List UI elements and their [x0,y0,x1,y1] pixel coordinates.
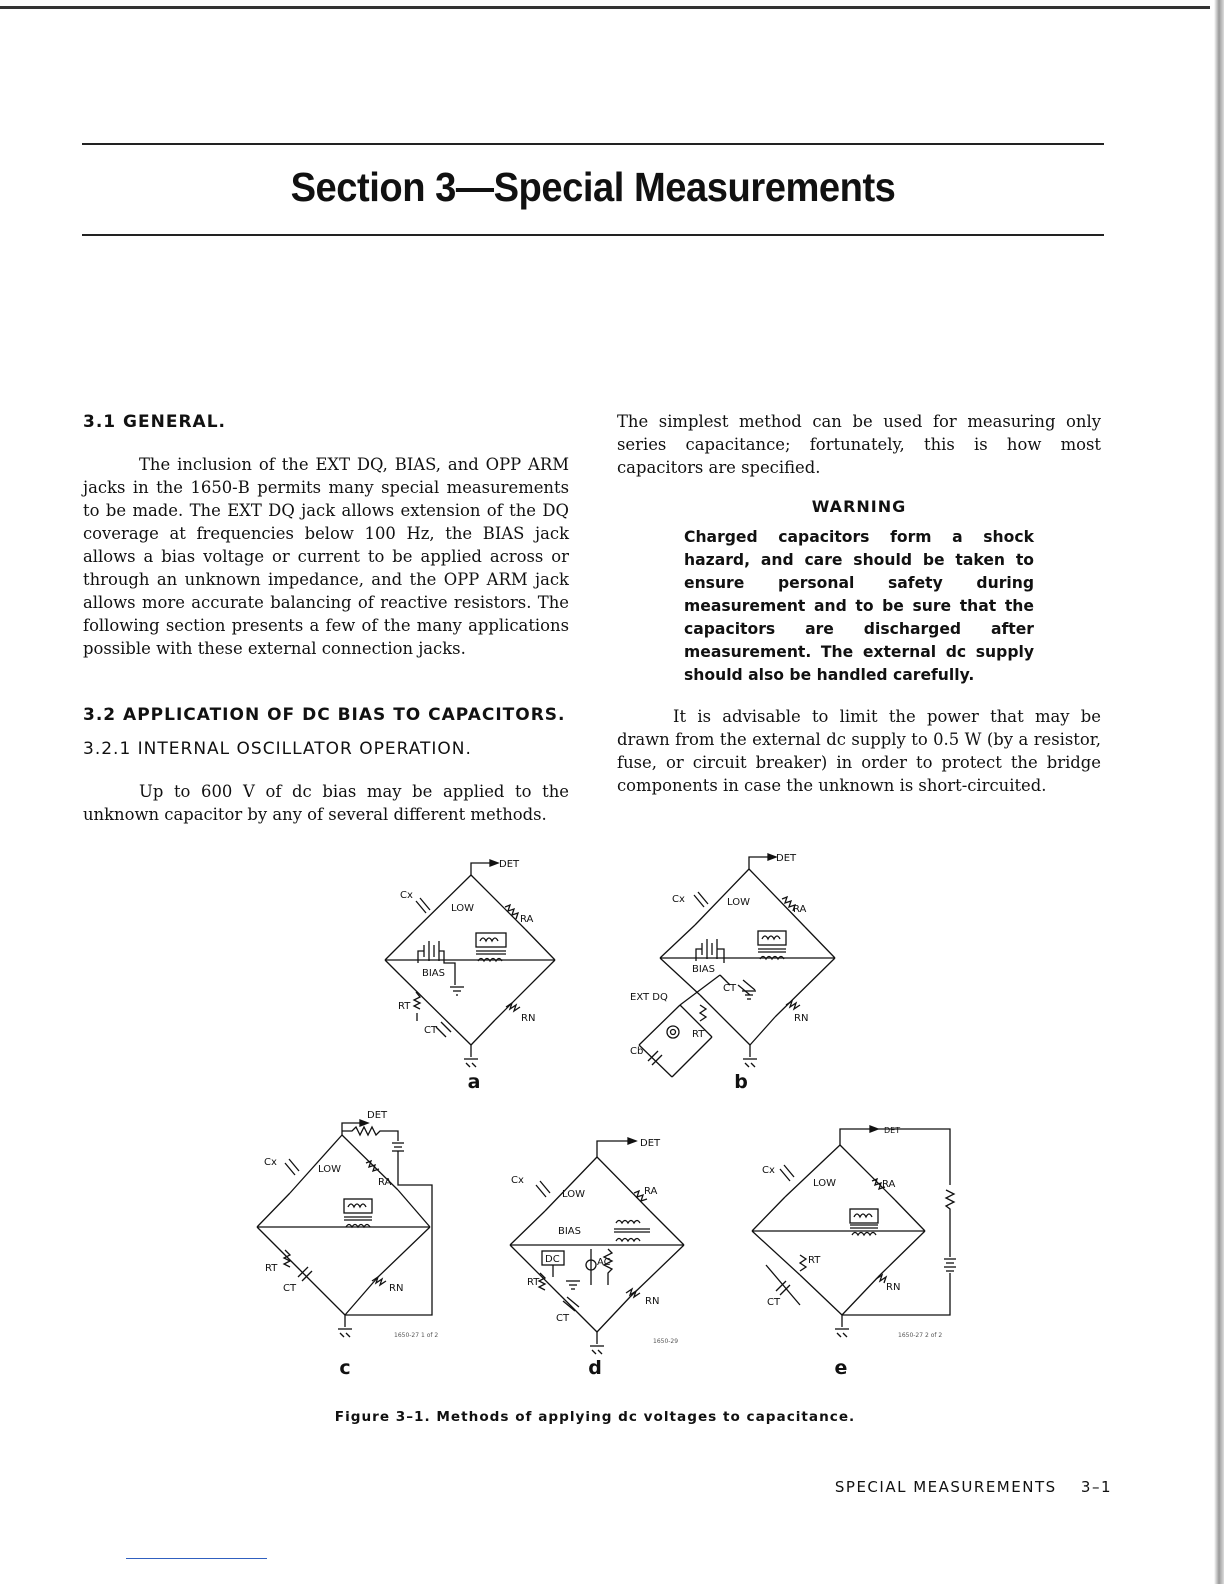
figure-code-e: 1650-27 2 of 2 [898,1332,943,1339]
paragraph-simplest: The simplest method can be used for measuring only series capacitance; fortunately, this is how most capacitors are specified. [617,412,1101,477]
label-bias-d: BIAS [558,1226,581,1237]
label-cx-a: Cx [400,890,413,901]
label-ac-d: AC [597,1257,611,1268]
label-low-d: LOW [562,1189,585,1200]
label-ra-e: RA [882,1179,896,1190]
label-low-c: LOW [318,1164,341,1175]
label-bias-b: BIAS [692,964,715,975]
label-ct-e: CT [767,1297,781,1308]
title-rule-bottom [82,234,1104,236]
heading-internal-oscillator: 3.2.1 INTERNAL OSCILLATOR OPERATION. [83,739,472,759]
circuit-b [639,854,835,1077]
label-low-e: LOW [813,1178,836,1189]
title-rule-top [82,143,1104,145]
bottom-link-line [126,1558,267,1559]
label-det-a: DET [499,859,520,870]
label-rt-e: RT [808,1255,821,1266]
heading-dc-bias: 3.2 APPLICATION OF DC BIAS TO CAPACITORS. [83,705,566,725]
figure-caption: Figure 3–1. Methods of applying dc voltages to capacitance. [334,1409,856,1425]
right-column [617,410,1101,797]
label-ct-a: CT [424,1025,438,1036]
warning-title: WARNING [811,497,907,516]
label-rt-d: RT [527,1277,540,1288]
label-rn-d: RN [645,1296,660,1307]
page-number: 3–1 [1080,1478,1112,1496]
panel-letter-a: a [467,1071,481,1093]
label-rt-c: RT [265,1263,278,1274]
label-ra-d: RA [644,1186,658,1197]
panel-letter-c: c [339,1357,351,1379]
label-low-b: LOW [727,897,750,908]
warning-box [684,497,1034,687]
footer-label: SPECIAL MEASUREMENTS [834,1478,1057,1496]
paragraph-general: The inclusion of the EXT DQ, BIAS, and OPP ARM jacks in the 1650-B permits many special measurements to be made. The EXT DQ jack allows extension of the DQ coverage at frequencies below 100 Hz, the BIAS jack allows a bias voltage or current to be applied across or through an unknown impedance, and the OPP ARM jack allows more accurate balancing of reactive resistors. The following section presents a few of the many applications possible with these external connection jacks. [83,455,569,658]
label-det-b: DET [776,853,797,864]
label-low-a: LOW [451,903,474,914]
page-title: Section 3—Special Measurements [290,164,896,210]
label-dc-d: DC [545,1254,560,1265]
label-ct-c: CT [283,1283,297,1294]
label-cx-b: Cx [672,894,685,905]
label-det-c: DET [367,1110,388,1121]
circuit-c [257,1120,432,1337]
label-ra-a: RA [520,914,534,925]
figure-code-c: 1650-27 1 of 2 [394,1332,439,1339]
panel-letter-e: e [834,1357,848,1379]
label-cx-c: Cx [264,1157,277,1168]
heading-general: 3.1 GENERAL. [83,412,226,432]
label-det-e: DET [884,1126,901,1135]
label-rn-c: RN [389,1283,404,1294]
label-rn-a: RN [521,1013,536,1024]
figure-code-d: 1650-29 [653,1338,679,1345]
paragraph-internal: Up to 600 V of dc bias may be applied to the unknown capacitor by any of several different methods. [83,782,569,824]
figure-3-1 [0,845,1224,1400]
label-cx-e: Cx [762,1165,775,1176]
top-border [0,6,1210,9]
paragraph-advisable: It is advisable to limit the power that may be drawn from the external dc supply to 0.5 W (by a resistor, fuse, or circuit breaker) in order to protect the bridge components in case the unknown is short-circuited. [617,707,1101,795]
label-rt-a: RT [398,1001,411,1012]
circuit-d [510,1138,684,1354]
section-3-2 [83,705,569,826]
label-extdq-b: EXT DQ [630,992,668,1003]
label-cx-d: Cx [511,1175,524,1186]
circuit-e [752,1126,956,1337]
label-cb-b: Cb [630,1046,644,1057]
section-3-1 [83,412,569,660]
label-ct-b: CT [723,983,737,994]
label-rn-b: RN [794,1013,809,1024]
warning-text: Charged capacitors form a shock hazard, and care should be taken to ensure personal safety during measurement and to be sure that the capacitors are discharged after measurement. The external dc supply should also be handled carefully. [684,528,1034,684]
label-rt-b: RT [692,1029,705,1040]
label-ra-b: RA [793,904,807,915]
panel-letter-b: b [734,1071,748,1093]
label-ra-c: RA [378,1177,392,1188]
label-det-d: DET [640,1138,661,1149]
label-rn-e: RN [886,1282,901,1293]
label-bias-a: BIAS [422,968,445,979]
page-footer [835,1478,1112,1496]
label-ct-d: CT [556,1313,570,1324]
panel-letter-d: d [588,1357,602,1379]
